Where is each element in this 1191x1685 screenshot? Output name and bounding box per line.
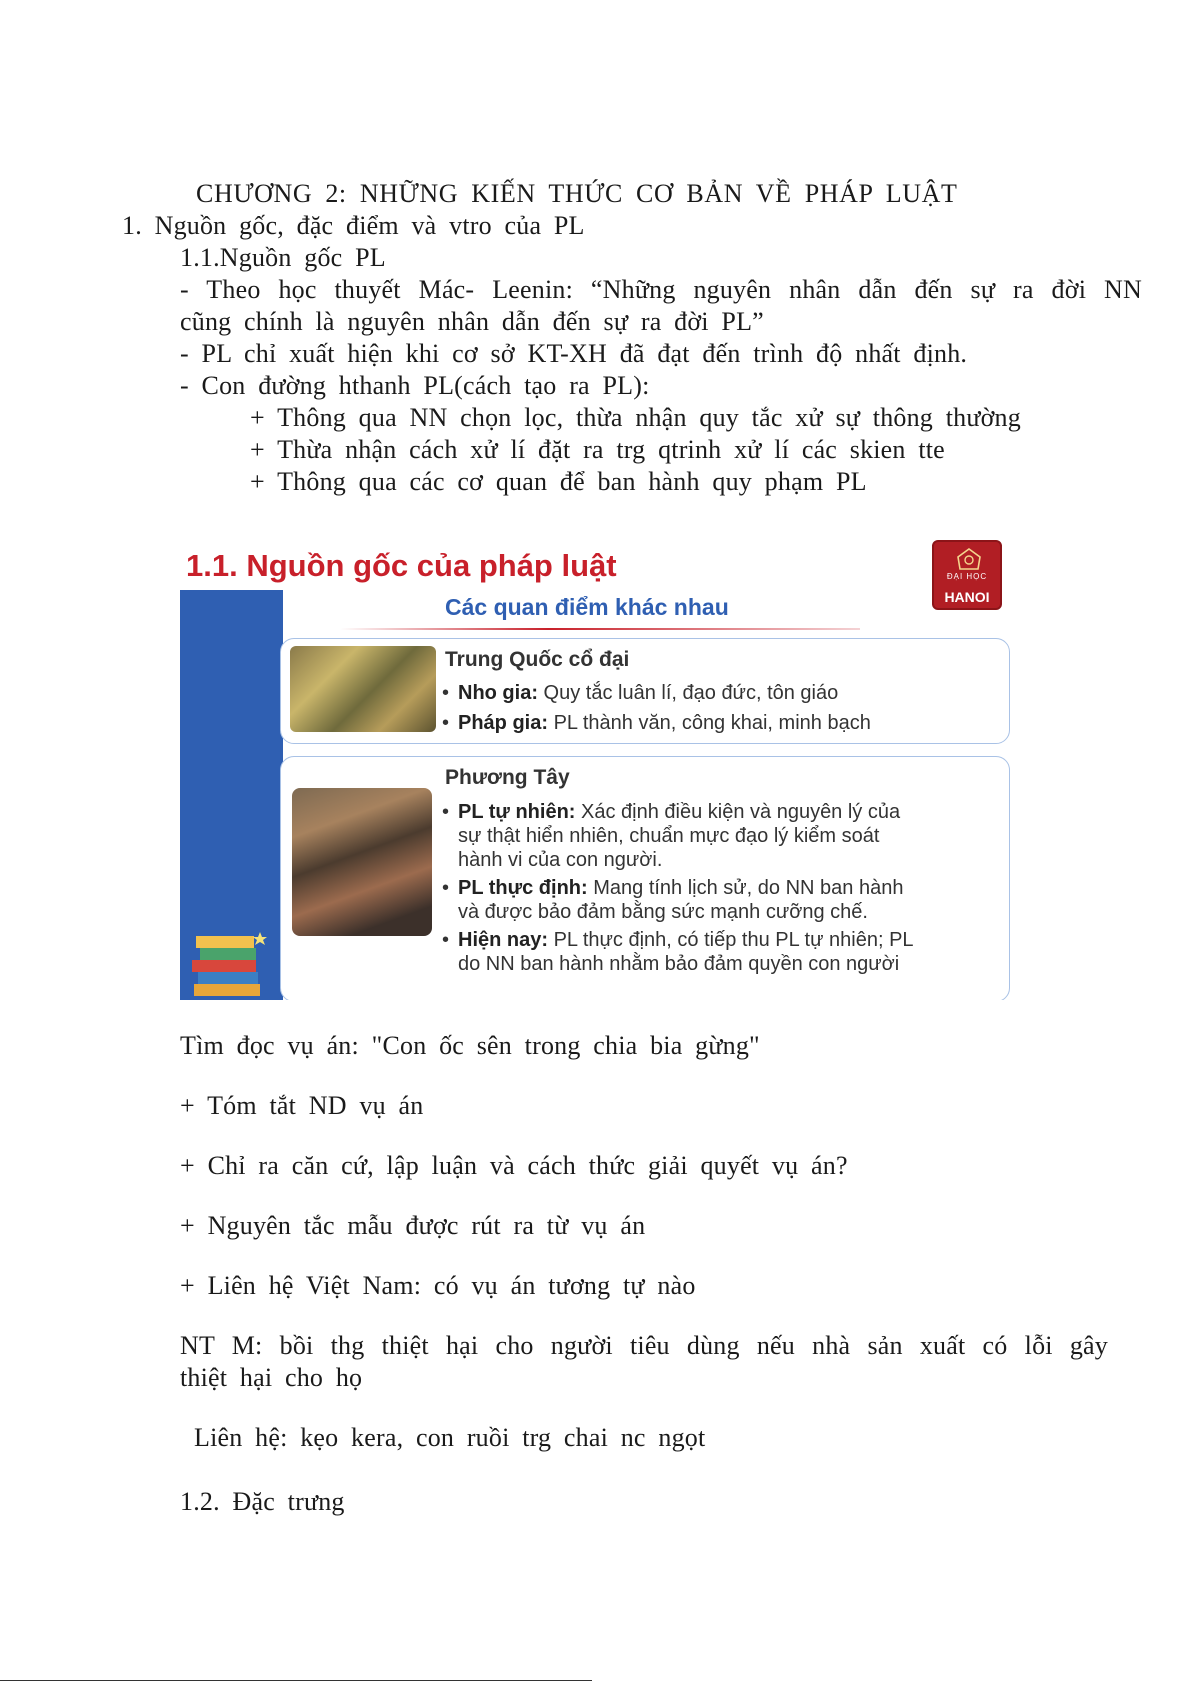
embedded-slide bbox=[180, 530, 1012, 1000]
lienhe-line: Liên hệ: kẹo kera, con ruồi trg chai nc ngọt bbox=[194, 1423, 706, 1452]
task-item: + Liên hệ Việt Nam: có vụ án tương tự nào bbox=[180, 1271, 696, 1300]
bullet-text: PL thành văn, công khai, minh bạch bbox=[548, 712, 871, 734]
way-item: + Thông qua NN chọn lọc, thừa nhận quy tắc xử sự thông thường bbox=[250, 403, 1021, 432]
card-china-list bbox=[442, 680, 871, 736]
task-item: + Nguyên tắc mẫu được rút ra từ vụ án bbox=[180, 1211, 646, 1240]
university-logo bbox=[932, 540, 1002, 610]
way-item: + Thừa nhận cách xử lí đặt ra trg qtrinh xử lí các skien tte bbox=[250, 435, 945, 464]
paragraph-condition: - PL chỉ xuất hiện khi cơ sở KT-XH đã đạt đến trình độ nhất định. bbox=[180, 339, 968, 368]
bullet-term: Nho gia: bbox=[458, 682, 538, 704]
bullet-term: Pháp gia: bbox=[458, 712, 549, 734]
list-item bbox=[442, 800, 914, 872]
list-item bbox=[442, 928, 914, 976]
logo-small-text: ĐẠI HỌC bbox=[946, 572, 988, 581]
chapter-heading: CHƯƠNG 2: NHỮNG KIẾN THỨC CƠ BẢN VỀ PHÁP LUẬT bbox=[196, 179, 958, 208]
western-painting-image bbox=[292, 788, 432, 936]
slide-title: 1.1. Nguồn gốc của pháp luật bbox=[186, 548, 617, 583]
paragraph-theory-line2: cũng chính là nguyên nhân dẫn đến sự ra đời PL” bbox=[180, 307, 764, 336]
ancient-china-image bbox=[290, 646, 436, 732]
case-intro: Tìm đọc vụ án: "Con ốc sên trong chia bia gừng" bbox=[180, 1031, 760, 1060]
ntm-line1-text: NT M: bồi thg thiệt hại cho người tiêu dùng nếu nhà sản xuất có lỗi gây bbox=[180, 1331, 1108, 1360]
bullet-text: Mang tính lịch sử, do NN ban hành bbox=[587, 877, 904, 899]
slide-subtitle: Các quan điểm khác nhau bbox=[445, 594, 729, 620]
card-west-title: Phương Tây bbox=[445, 766, 570, 789]
bullet-text: sự thật hiển nhiên, chuẩn mực đạo lý kiểm soát bbox=[458, 825, 880, 847]
card-west-list bbox=[442, 800, 914, 976]
section-1-1-heading: 1.1.Nguồn gốc PL bbox=[180, 243, 386, 272]
card-china-title: Trung Quốc cổ đại bbox=[445, 648, 630, 671]
bullet-text: Quy tắc luân lí, đạo đức, tôn giáo bbox=[538, 682, 839, 704]
emblem-icon bbox=[956, 548, 982, 570]
paragraph-ways: - Con đường hthanh PL(cách tạo ra PL): bbox=[180, 371, 650, 400]
bullet-text: do NN ban hành nhằm bảo đảm quyền con người bbox=[458, 953, 900, 975]
task-item: + Chỉ ra căn cứ, lập luận và cách thức giải quyết vụ án? bbox=[180, 1151, 848, 1180]
footnote-separator bbox=[0, 1680, 592, 1681]
subtitle-underline bbox=[340, 628, 860, 630]
list-item bbox=[442, 876, 914, 924]
bullet-term: PL thực định: bbox=[458, 877, 588, 899]
paragraph-theory-line1 bbox=[180, 274, 1142, 306]
list-item bbox=[442, 680, 871, 706]
bullet-text: hành vi của con người. bbox=[458, 849, 663, 871]
bullet-text: Xác định điều kiện và nguyên lý của bbox=[575, 801, 901, 823]
task-item: + Tóm tắt ND vụ án bbox=[180, 1091, 424, 1120]
section-1-heading: 1. Nguồn gốc, đặc điểm và vtro của PL bbox=[122, 211, 585, 240]
way-item: + Thông qua các cơ quan để ban hành quy phạm PL bbox=[250, 467, 867, 496]
paragraph-theory-line1-text: - Theo học thuyết Mác- Leenin: “Những nguyên nhân dẫn đến sự ra đời NN bbox=[180, 275, 1142, 304]
bullet-term: Hiện nay: bbox=[458, 929, 549, 951]
books-icon bbox=[186, 922, 272, 1000]
ntm-line1 bbox=[180, 1330, 1108, 1362]
list-item bbox=[442, 710, 871, 736]
bullet-text: và được bảo đảm bằng sức mạnh cưỡng chế. bbox=[458, 901, 868, 923]
section-1-2-heading: 1.2. Đặc trưng bbox=[180, 1487, 345, 1516]
ntm-line2: thiệt hại cho họ bbox=[180, 1363, 363, 1392]
bullet-term: PL tự nhiên: bbox=[458, 801, 576, 823]
bullet-text: PL thực định, có tiếp thu PL tự nhiên; PL bbox=[548, 929, 914, 951]
logo-big-text: HANOI bbox=[944, 589, 990, 605]
